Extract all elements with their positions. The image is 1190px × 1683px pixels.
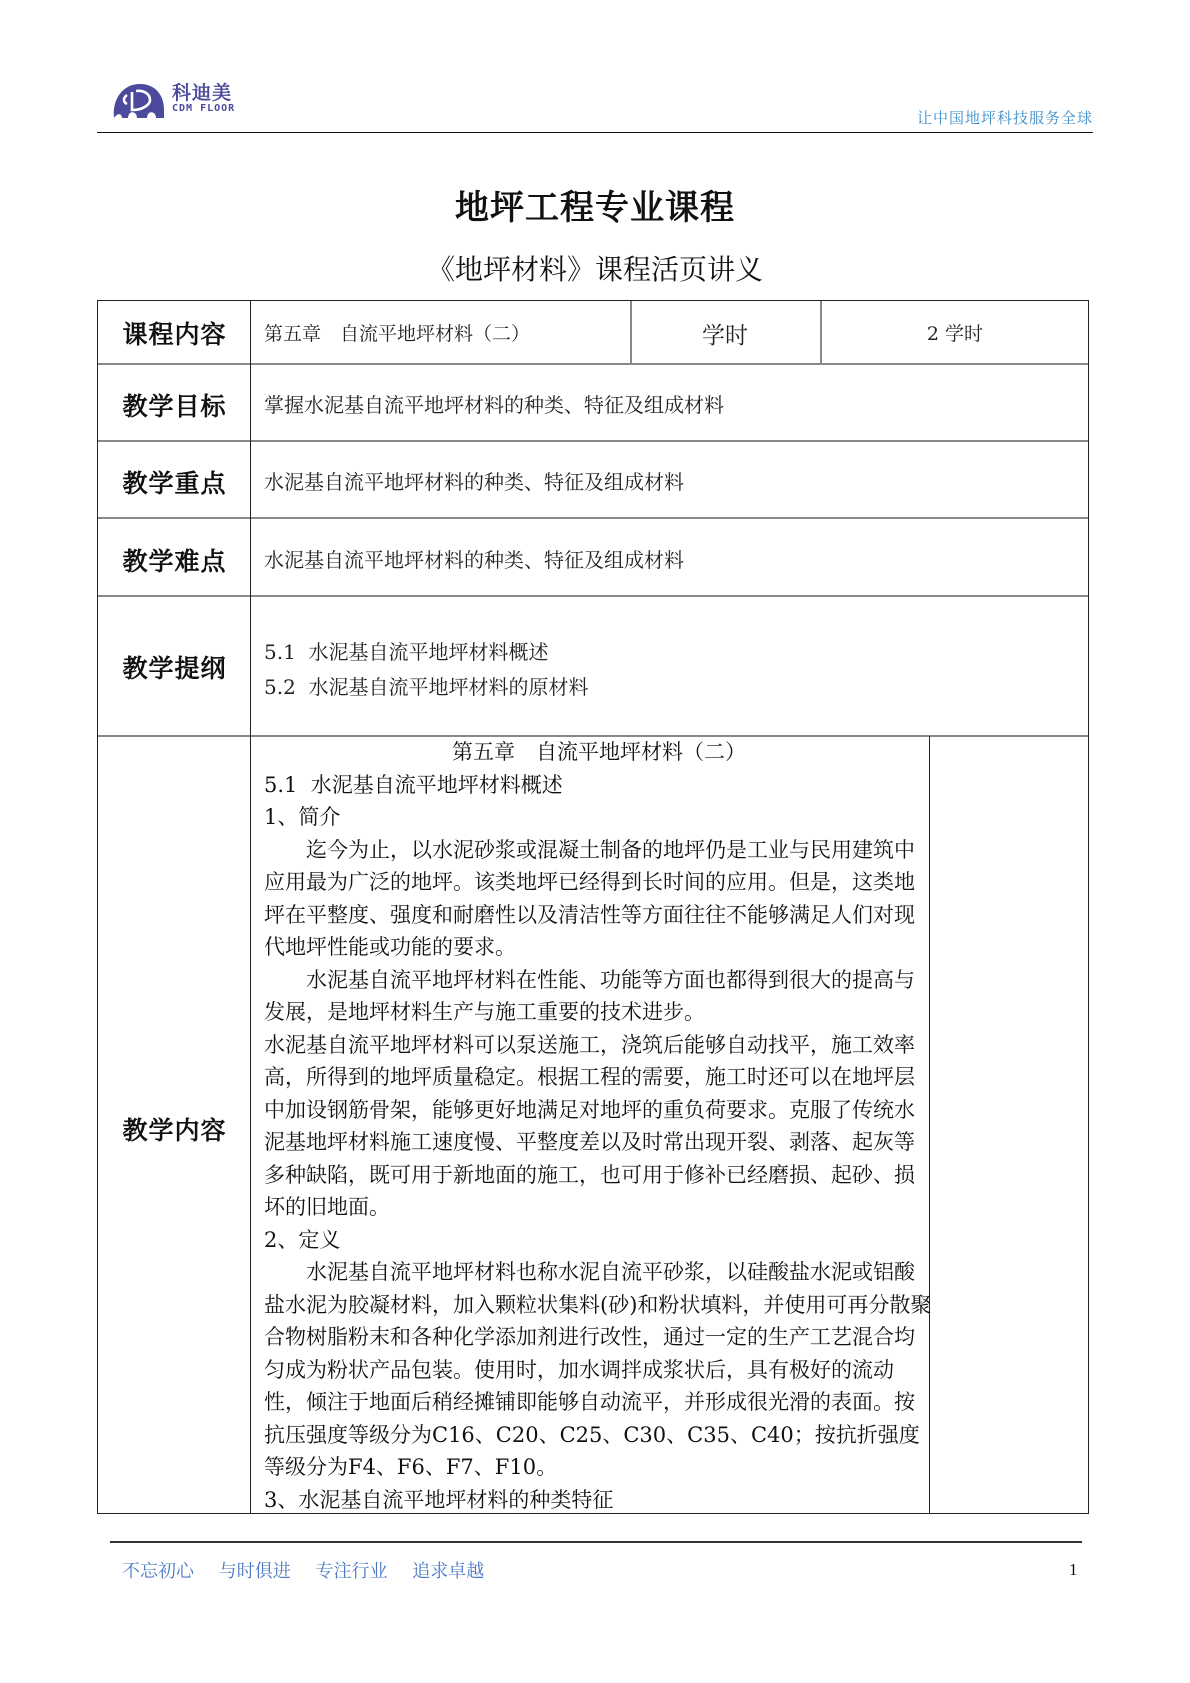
hours-label: 学时 xyxy=(702,323,748,349)
course-content-label: 课程内容 xyxy=(122,320,227,349)
heading-intro: 1、简介 xyxy=(264,805,341,829)
row-divider xyxy=(98,595,1088,597)
outline-item: 5.2 水泥基自流平地坪材料的原材料 xyxy=(264,675,589,699)
document-title: 地坪工程专业课程 xyxy=(455,188,735,228)
difficulties-value: 水泥基自流平地坪材料的种类、特征及组成材料 xyxy=(264,548,684,572)
header-divider xyxy=(97,132,1093,133)
logo-text-cn: 科迪美 xyxy=(172,82,233,104)
footer-divider xyxy=(110,1541,1082,1543)
heading-definition: 2、定义 xyxy=(264,1227,341,1252)
key-points-value: 水泥基自流平地坪材料的种类、特征及组成材料 xyxy=(264,470,684,494)
paragraph: 水泥基自流平地坪材料可以泵送施工，浇筑后能够自动找平，施工效率高，所得到的地坪质量稳定。根据工程的需要，施工时还可以在地坪层中加设钢筋骨架，能够更好地满足对地坪的重负荷要求。克服了传统水泥基地坪材料施工速度慢、平整度差以及时常出现开裂、剥落、起灰等多种缺陷，既可用于新地面的施工，也可用于修补已经磨损、起砂、损坏的旧地面。 xyxy=(264,1032,915,1219)
outline-label: 教学提纲 xyxy=(122,654,227,683)
elephant-logo-icon xyxy=(110,80,166,120)
row-divider xyxy=(98,440,1088,442)
row-divider xyxy=(98,363,1088,365)
hours-value: 2 学时 xyxy=(926,323,984,345)
footer-slogan-item: 与时俱进 xyxy=(218,1561,291,1582)
key-points-label: 教学重点 xyxy=(122,469,227,498)
company-logo xyxy=(110,76,260,122)
lecture-content xyxy=(264,736,934,1516)
paragraph: 水泥基自流平地坪材料在性能、功能等方面也都得到很大的提高与发展，是地坪材料生产与施工重要的技术进步。 xyxy=(264,967,915,1024)
document-subtitle: 《地坪材料》课程活页讲义 xyxy=(426,253,763,286)
content-label: 教学内容 xyxy=(122,1116,227,1145)
footer-slogan xyxy=(122,1557,503,1583)
footer-slogan-item: 不忘初心 xyxy=(122,1561,194,1582)
paragraph: 水泥基自流平地坪材料也称水泥自流平砂浆，以硅酸盐水泥或铝酸盐水泥为胶凝材料，加入颗粒状集料(砂)和粉状填料，并使用可再分散聚合物树脂粉末和各种化学添加剂进行改性，通过一定的生产工艺混合均匀成为粉状产品包装。使用时，加水调拌成浆状后，具有极好的流动性，倾注于地面后稍经摊铺即能够自动流平，并形成很光滑的表面。按抗压强度等级分为C16、C20、C25、C30、C35、C40；按抗折强度等级分为F4、F6、F7、F10。 xyxy=(264,1260,932,1479)
header-slogan: 让中国地坪科技服务全球 xyxy=(916,109,1093,127)
objective-value: 掌握水泥基自流平地坪材料的种类、特征及组成材料 xyxy=(264,393,724,417)
footer-slogan-item: 专注行业 xyxy=(315,1561,388,1582)
outline-item: 5.1 水泥基自流平地坪材料概述 xyxy=(264,640,549,664)
course-content-value: 第五章 自流平地坪材料（二） xyxy=(264,323,531,345)
section-title: 5.1 水泥基自流平地坪材料概述 xyxy=(264,772,563,797)
paragraph: 迄今为止，以水泥砂浆或混凝土制备的地坪仍是工业与民用建筑中应用最为广泛的地坪。该类地坪已经得到长时间的应用。但是，这类地坪在平整度、强度和耐磨性以及清洁性等方面往往不能够满足人们对现代地坪性能或功能的要求。 xyxy=(264,837,915,959)
heading-types: 3、水泥基自流平地坪材料的种类特征 xyxy=(264,1487,614,1512)
objective-label: 教学目标 xyxy=(122,392,227,421)
difficulties-label: 教学难点 xyxy=(122,547,227,576)
footer-slogan-item: 追求卓越 xyxy=(412,1561,485,1582)
page-number: 1 xyxy=(1069,1560,1078,1579)
chapter-title: 第五章 自流平地坪材料（二） xyxy=(452,740,746,764)
logo-text-en: CDM FLOOR xyxy=(172,103,236,114)
course-table xyxy=(97,300,1089,1514)
row-divider xyxy=(98,517,1088,519)
